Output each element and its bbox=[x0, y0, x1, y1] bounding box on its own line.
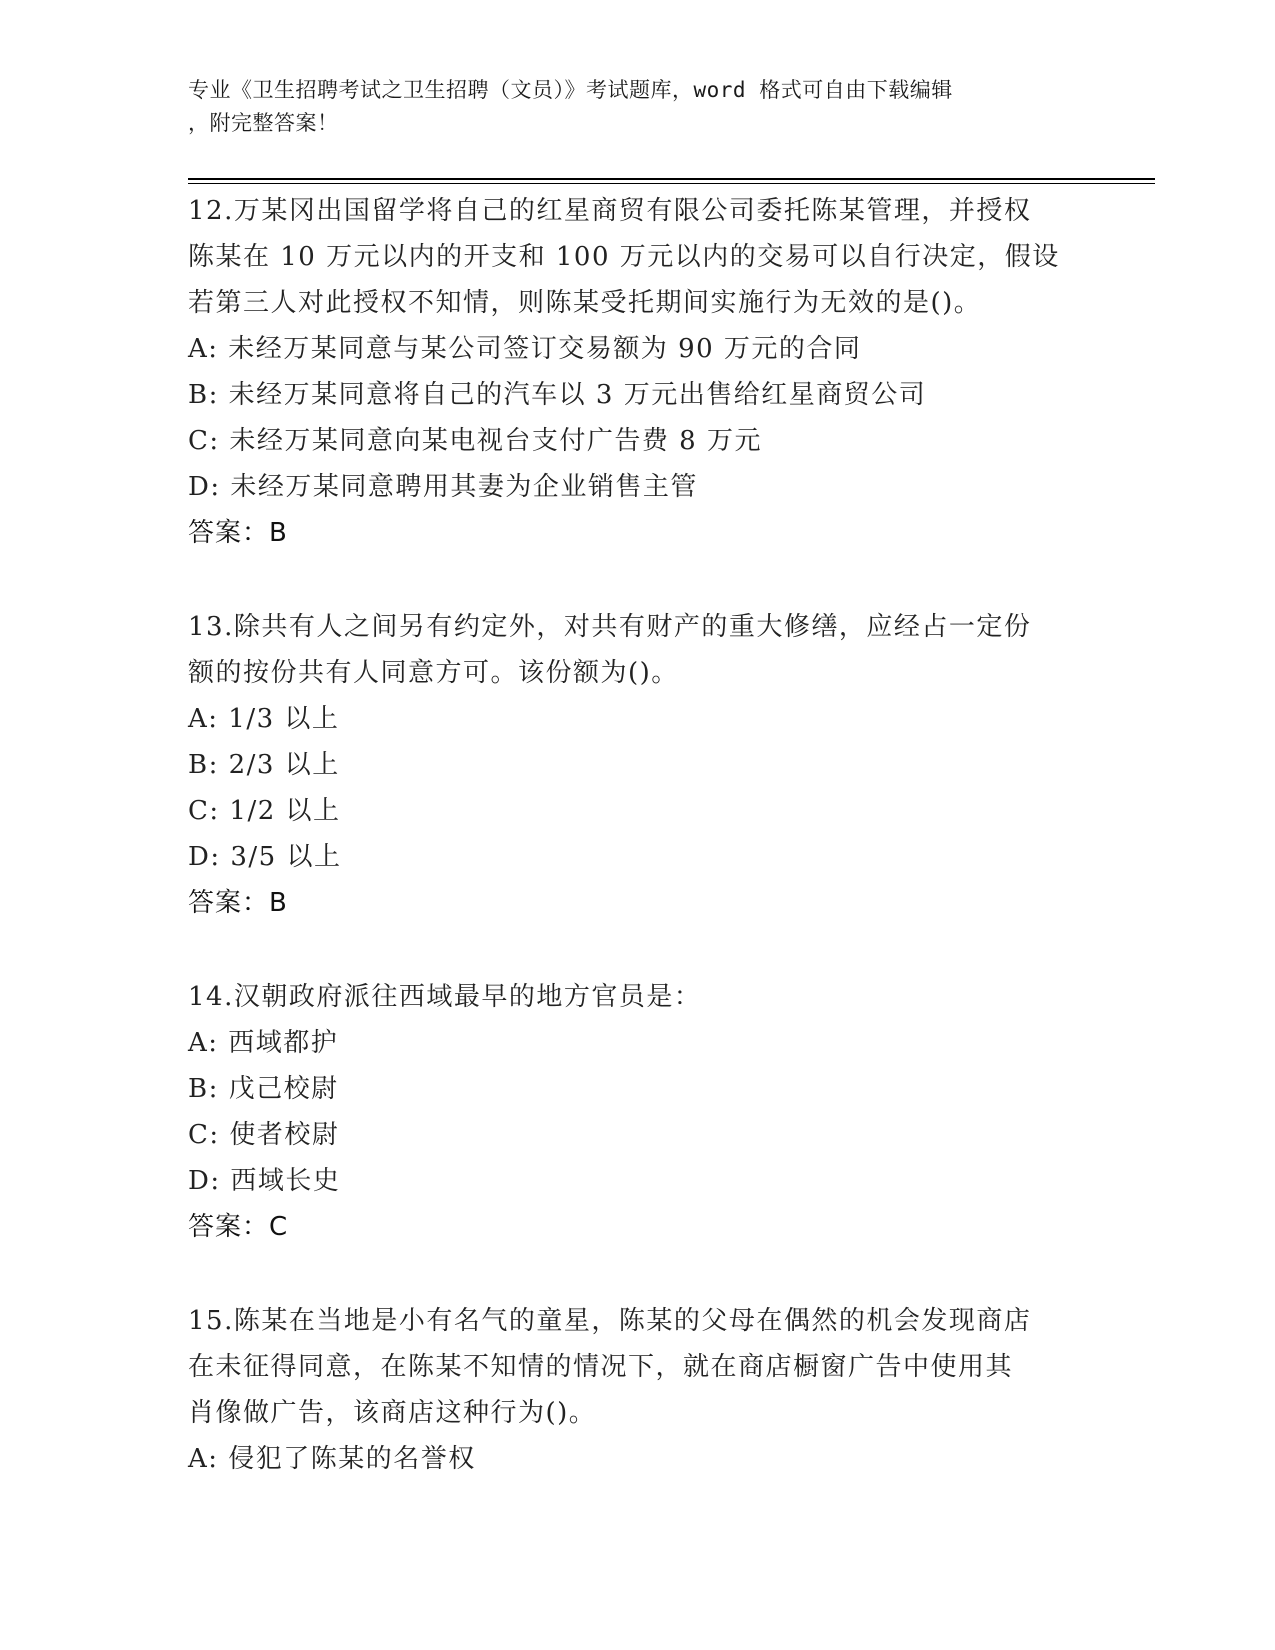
option-c: C: 使者校尉 bbox=[188, 1120, 340, 1150]
question-stem-line: 陈某在 10 万元以内的开支和 100 万元以内的交易可以自行决定，假设 bbox=[188, 242, 1060, 272]
option-d: D: 未经万某同意聘用其妻为企业销售主管 bbox=[188, 472, 698, 502]
answer-label: 答案：B bbox=[188, 888, 288, 918]
header-divider-thick bbox=[188, 178, 1155, 180]
option-c: C: 1/2 以上 bbox=[188, 796, 341, 826]
question-stem-line: 12.万某冈出国留学将自己的红星商贸有限公司委托陈某管理，并授权 bbox=[188, 196, 1032, 226]
option-a: A: 未经万某同意与某公司签订交易额为 90 万元的合同 bbox=[188, 334, 862, 364]
option-a: A: 1/3 以上 bbox=[188, 704, 340, 734]
option-b: B: 未经万某同意将自己的汽车以 3 万元出售给红星商贸公司 bbox=[188, 380, 927, 410]
question-stem-line: 若第三人对此授权不知情，则陈某受托期间实施行为无效的是()。 bbox=[188, 288, 982, 318]
question-stem-line: 额的按份共有人同意方可。该份额为()。 bbox=[188, 658, 679, 688]
document-header bbox=[188, 74, 1068, 140]
option-b: B: 戊己校尉 bbox=[188, 1074, 339, 1104]
option-b: B: 2/3 以上 bbox=[188, 750, 340, 780]
question-13 bbox=[188, 604, 1078, 926]
question-12 bbox=[188, 188, 1078, 556]
question-stem-line: 13.除共有人之间另有约定外，对共有财产的重大修缮，应经占一定份 bbox=[188, 612, 1032, 642]
question-15 bbox=[188, 1298, 1078, 1482]
question-14 bbox=[188, 974, 1078, 1250]
answer-label: 答案：B bbox=[188, 518, 288, 548]
question-stem-line: 14.汉朝政府派往西域最早的地方官员是： bbox=[188, 982, 702, 1012]
option-d: D: 西域长史 bbox=[188, 1166, 341, 1196]
option-a: A: 侵犯了陈某的名誉权 bbox=[188, 1444, 476, 1474]
header-line-1: 专业《卫生招聘考试之卫生招聘（文员）》考试题库，word 格式可自由下载编辑 bbox=[188, 78, 953, 102]
question-stem-line: 在未征得同意，在陈某不知情的情况下，就在商店橱窗广告中使用其 bbox=[188, 1352, 1014, 1382]
question-stem-line: 15.陈某在当地是小有名气的童星，陈某的父母在偶然的机会发现商店 bbox=[188, 1306, 1032, 1336]
question-stem-line: 肖像做广告，该商店这种行为()。 bbox=[188, 1398, 597, 1428]
header-divider-thin bbox=[188, 183, 1155, 184]
option-a: A: 西域都护 bbox=[188, 1028, 339, 1058]
answer-label: 答案：C bbox=[188, 1212, 289, 1242]
question-list bbox=[188, 188, 1078, 1530]
header-line-2: ，附完整答案！ bbox=[188, 111, 339, 135]
option-d: D: 3/5 以上 bbox=[188, 842, 342, 872]
option-c: C: 未经万某同意向某电视台支付广告费 8 万元 bbox=[188, 426, 762, 456]
